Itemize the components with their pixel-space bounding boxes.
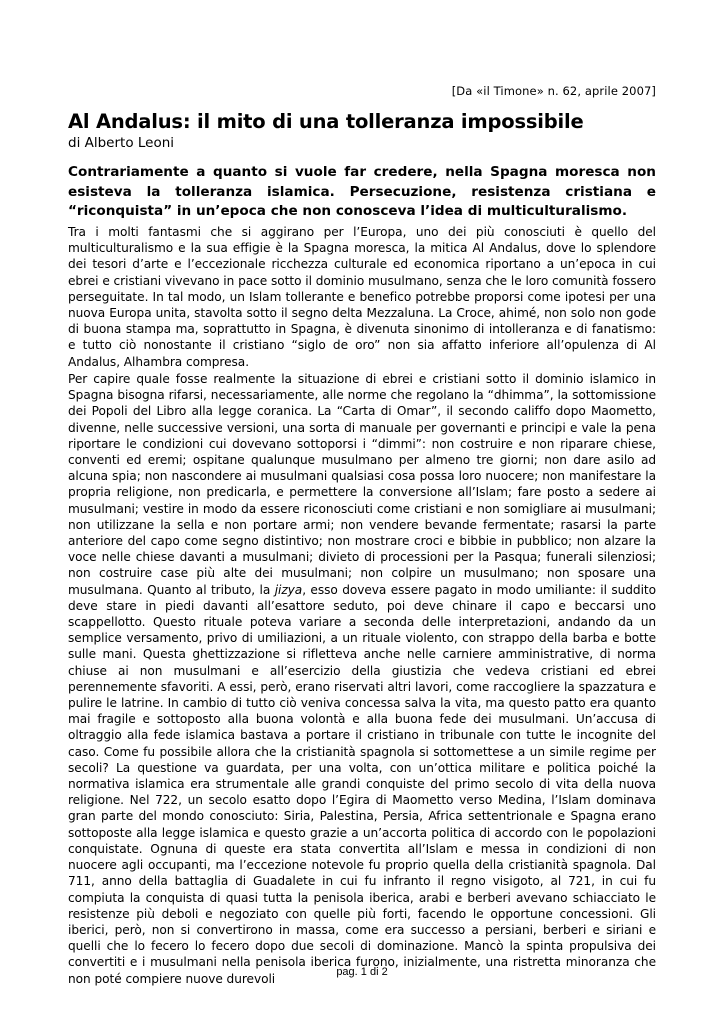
article-author: di Alberto Leoni [68,135,175,151]
paragraph-2-text-b: , esso doveva essere pagato in modo umiliante: il suddito deve stare in piedi davanti all’esattore seduto, poi deve chinare il capo e beccarsi uno scappellotto. Questo rituale poteva variare a seconda delle interpretazioni, andando da un semplice versamento, privo di umiliazioni, a un rituale violento, con strappo della barba e botte sulle mani. Questa ghettizzazione si rifletteva anche nelle carniere amministrative, di norma chiuse ai non musulmani e all’esercizio della giustizia che vedeva cristiani ed ebrei perennemente sfavoriti. A essi, però, erano riservati altri lavori, come raccogliere la spazzatura e pulire le latrine. In cambio di tutto ciò veniva concessa salva la vita, ma questo patto era quanto mai fragile e sottoposto alla buona volontà e alla buona fede dei musulmani. Un’accusa di oltraggio alla fede islamica bastava a portare il cristiano in tribunale con tutte le incognite del caso. Come fu possibile allora che la cristianità spagnola si sottomettese a un simile regime per secoli? La questione va guardata, per una volta, con un’ottica militare e politica poiché la normativa islamica era strumentale alle grandi conquiste del primo secolo di vita della nuova religione. Nel 722, un secolo esatto dopo l’Egira di Maometto verso Medina, l’Islam dominava gran parte del mondo conosciuto: Siria, Palestina, Persia, Africa settentrionale e Spagna erano sottoposte alla legge islamica e questo grazie a un’accorta politica di accordo con le popolazioni conquistate. Ognuna di queste era stata convertita all’Islam e messa in condizioni di non nuocere agli occupanti, ma l’eccezione notevole fu proprio quella della cristianità spagnola. Dal 711, anno della battaglia di Guadalete in cui fu infranto il regno visigoto, al 721, in cui fu compiuta la conquista di quasi tutta la penisola iberica, arabi e berberi avevano schiacciato le resistenze più deboli e negoziato con quelle più forti, facendo le opportune concessioni. Gli iberici, però, non si convertirono in massa, come era successo a persiani, berberi e siriani e quelli che lo fecero lo fecero dopo due secoli di dominazione. Mancò la spinta propulsiva dei convertiti e i musulmani nella penisola iberica furono, inizialmente, una ristretta minoranza che non poté compiere nuove durevoli [68,582,656,986]
paragraph-2-text-a: Per capire quale fosse realmente la situazione di ebrei e cristiani sotto il dominio islamico in Spagna bisogna rifarsi, necessariamente, alle norme che regolano la “dhimma”, la sottomissione dei Popoli del Libro alla legge coranica. La “Carta di Omar”, il secondo califfo dopo Maometto, divenne, nelle successive versioni, una sorta di manuale per governanti e principi e vale la pena riportare le condizioni cui dovevano sottoporsi i “dimmi”: non costruire e non riparare chiese, conventi ed eremi; ospitane qualunque musulmano per almeno tre giorni; non dare asilo ad alcuna spia; non nascondere ai musulmani qualsiasi cosa possa loro nuocere; non manifestare la propria religione, non predicarla, e permettere la conversione all’Islam; fare posto a sedere ai musulmani; vestire in modo da essere riconosciuti come cristiani e non somigliare ai musulmani; non utilizzane la sella e non portare armi; non vendere bevande fermentate; rasarsi la parte anteriore del capo come segno distintivo; non mostrare croci e bibbie in pubblico; non alzare la voce nelle chiese davanti a musulmani; divieto di processioni per la Pasqua; funerali silenziosi; non costruire case più alte dei musulmani; non colpire un musulmano; non sposare una musulmana. Quanto al tributo, la [68,372,656,597]
paragraph-2 [68,371,656,987]
jizya-term: jizya [274,582,303,597]
source-citation: [Da «il Timone» n. 62, aprile 2007] [451,84,656,98]
article-lead: Contrariamente a quanto si vuole far credere, nella Spagna moresca non esisteva la tolleranza islamica. Persecuzione, resistenza cristiana e “riconquista” in un’epoca che non conosceva l’idea di multiculturalismo. [68,164,656,219]
page-number: pag. 1 di 2 [336,966,388,978]
article-title: Al Andalus: il mito di una tolleranza impossibile [68,110,584,133]
paragraph-1: Tra i molti fantasmi che si aggirano per l’Europa, uno dei più conosciuti è quello del multiculturalismo e la sua effigie è la Spagna moresca, la mitica Al Andalus, dove lo splendore dei tesori d’arte e l’eccezionale ricchezza culturale ed economica riportano a un’epoca in cui ebrei e cristiani vivevano in pace sotto il dominio musulmano, senza che le loro comunità fossero perseguitate. In tal modo, un Islam tollerante e benefico potrebbe proporsi come ipotesi per una nuova Europa unita, stavolta sotto il segno delta Mezzaluna. La Croce, ahimé, non solo non gode di buona stampa ma, soprattutto in Spagna, è divenuta sinonimo di intolleranza e di fanatismo: e tutto ciò nonostante il cristiano “siglo de oro” non sia affatto inferiore all’opulenza di Al Andalus, Alhambra compresa. [68,225,656,369]
